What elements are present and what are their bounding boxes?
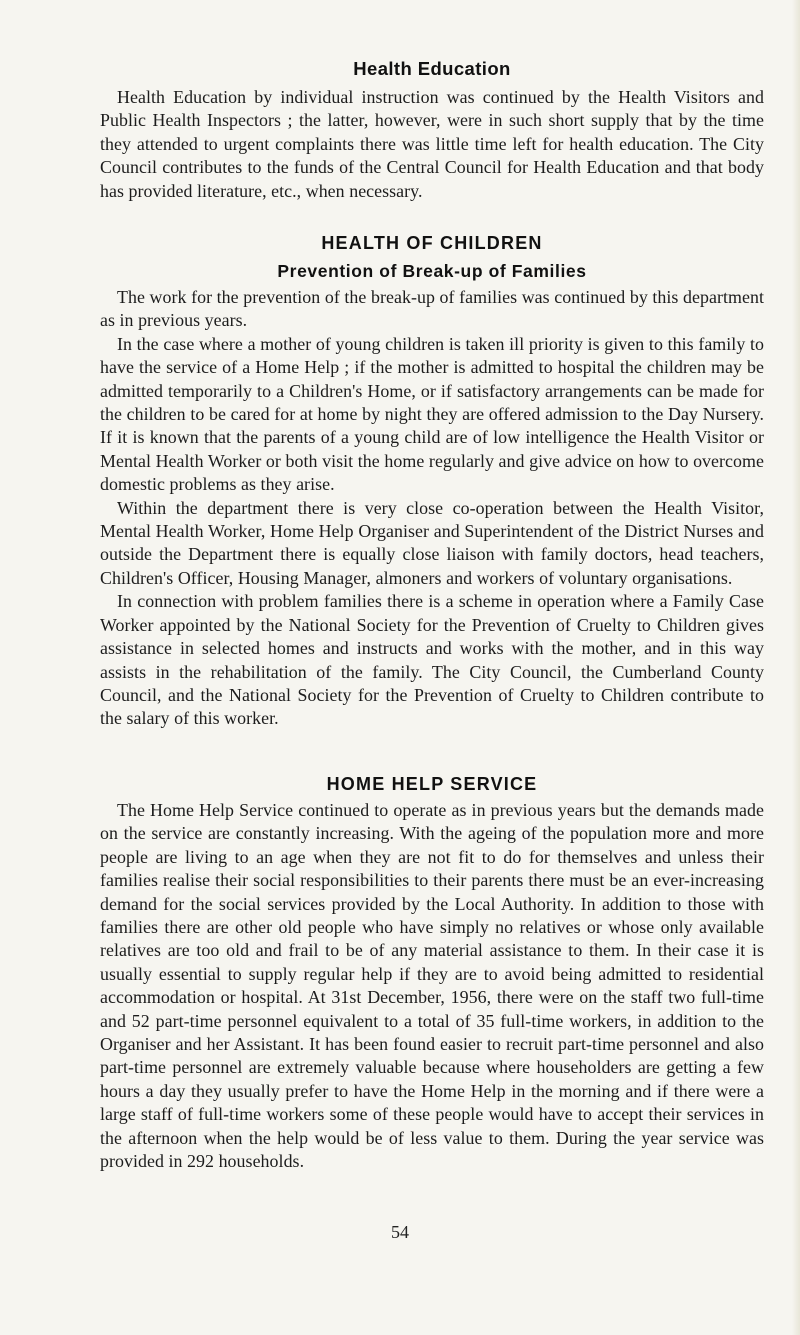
- section-heading-health-education: Health Education: [353, 58, 511, 79]
- prevention-paragraph-2: In the case where a mother of young children is taken ill priority is given to this family to have the service of a Home Help ; if the mother is admitted to hospital the children may be admitted temporarily to a Children's Home, or if satisfactory arrangements can be made for the children to be cared for at home by night they are offered admission to the Day Nursery. If it is known that the parents of a young child are of low intelligence the Health Visitor or Mental Health Worker or both visit the home regularly and give advice on how to overcome domestic problems as they arise.: [100, 333, 764, 495]
- section-heading-health-of-children: HEALTH OF CHILDREN: [321, 233, 543, 253]
- subheading-prevention-of-break-up: Prevention of Break-up of Families: [277, 261, 587, 281]
- prevention-paragraph-1: The work for the prevention of the break-up of families was continued by this department as in previous years.: [100, 287, 764, 331]
- section-heading-home-help-service: HOME HELP SERVICE: [326, 774, 538, 794]
- prevention-paragraph-4: In connection with problem families there is a scheme in operation where a Family Case Worker appointed by the National Society for the Prevention of Cruelty to Children gives assistance in selected homes and instructs and works with the mother, and in this way assists in the rehabilitation of the family. The City Council, the Cumberland County Council, and the National Society for the Prevention of Cruelty to Children contribute to the salary of this worker.: [100, 591, 764, 729]
- home-help-block: [100, 799, 764, 1174]
- home-help-paragraph: The Home Help Service continued to operate as in previous years but the demands made on the service are constantly increasing. With the ageing of the population more and more people are living to an age when they are not fit to do for themselves and unless their families realise their social responsibilities to their parents there must be an ever-increasing demand for the social services provided by the Local Authority. In addition to those with families there are other old people who have simply no relatives or whose only available relatives are too old and frail to be of any material assistance to them. In their case it is usually essential to supply regular help if they are to avoid being admitted to residential accommodation or hospital. At 31st December, 1956, there were on the staff two full-time and 52 part-time personnel equivalent to a total of 35 full-time workers, in addition to the Organiser and her Assistant. It has been found easier to recruit part-time personnel and also part-time personnel are extremely valuable because where householders are getting a few hours a day they usually prefer to have the Home Help in the morning and if there were a large staff of full-time workers some of these people would have to accept their services in the afternoon when the help would be of less value to them. During the year service was provided in 292 households.: [100, 800, 764, 1172]
- page-number: 54: [391, 1222, 409, 1242]
- health-education-paragraph: Health Education by individual instruction was continued by the Health Visitors and Public Health Inspectors ; the latter, however, were in such short supply that by the time they attended to urgent complaints there was little time left for health education. The City Council contributes to the funds of the Central Council for Health Education and that body has provided literature, etc., when necessary.: [100, 87, 764, 201]
- prevention-paragraph-3: Within the department there is very close co-operation between the Health Visitor, Mental Health Worker, Home Help Organiser and Superintendent of the District Nurses and outside the Department there is equally close liaison with family doctors, head teachers, Children's Officer, Housing Manager, almoners and workers of voluntary organisations.: [100, 497, 764, 588]
- page-edge-shadow: [792, 0, 800, 1335]
- health-education-block: [100, 86, 764, 203]
- prevention-block: [100, 286, 764, 731]
